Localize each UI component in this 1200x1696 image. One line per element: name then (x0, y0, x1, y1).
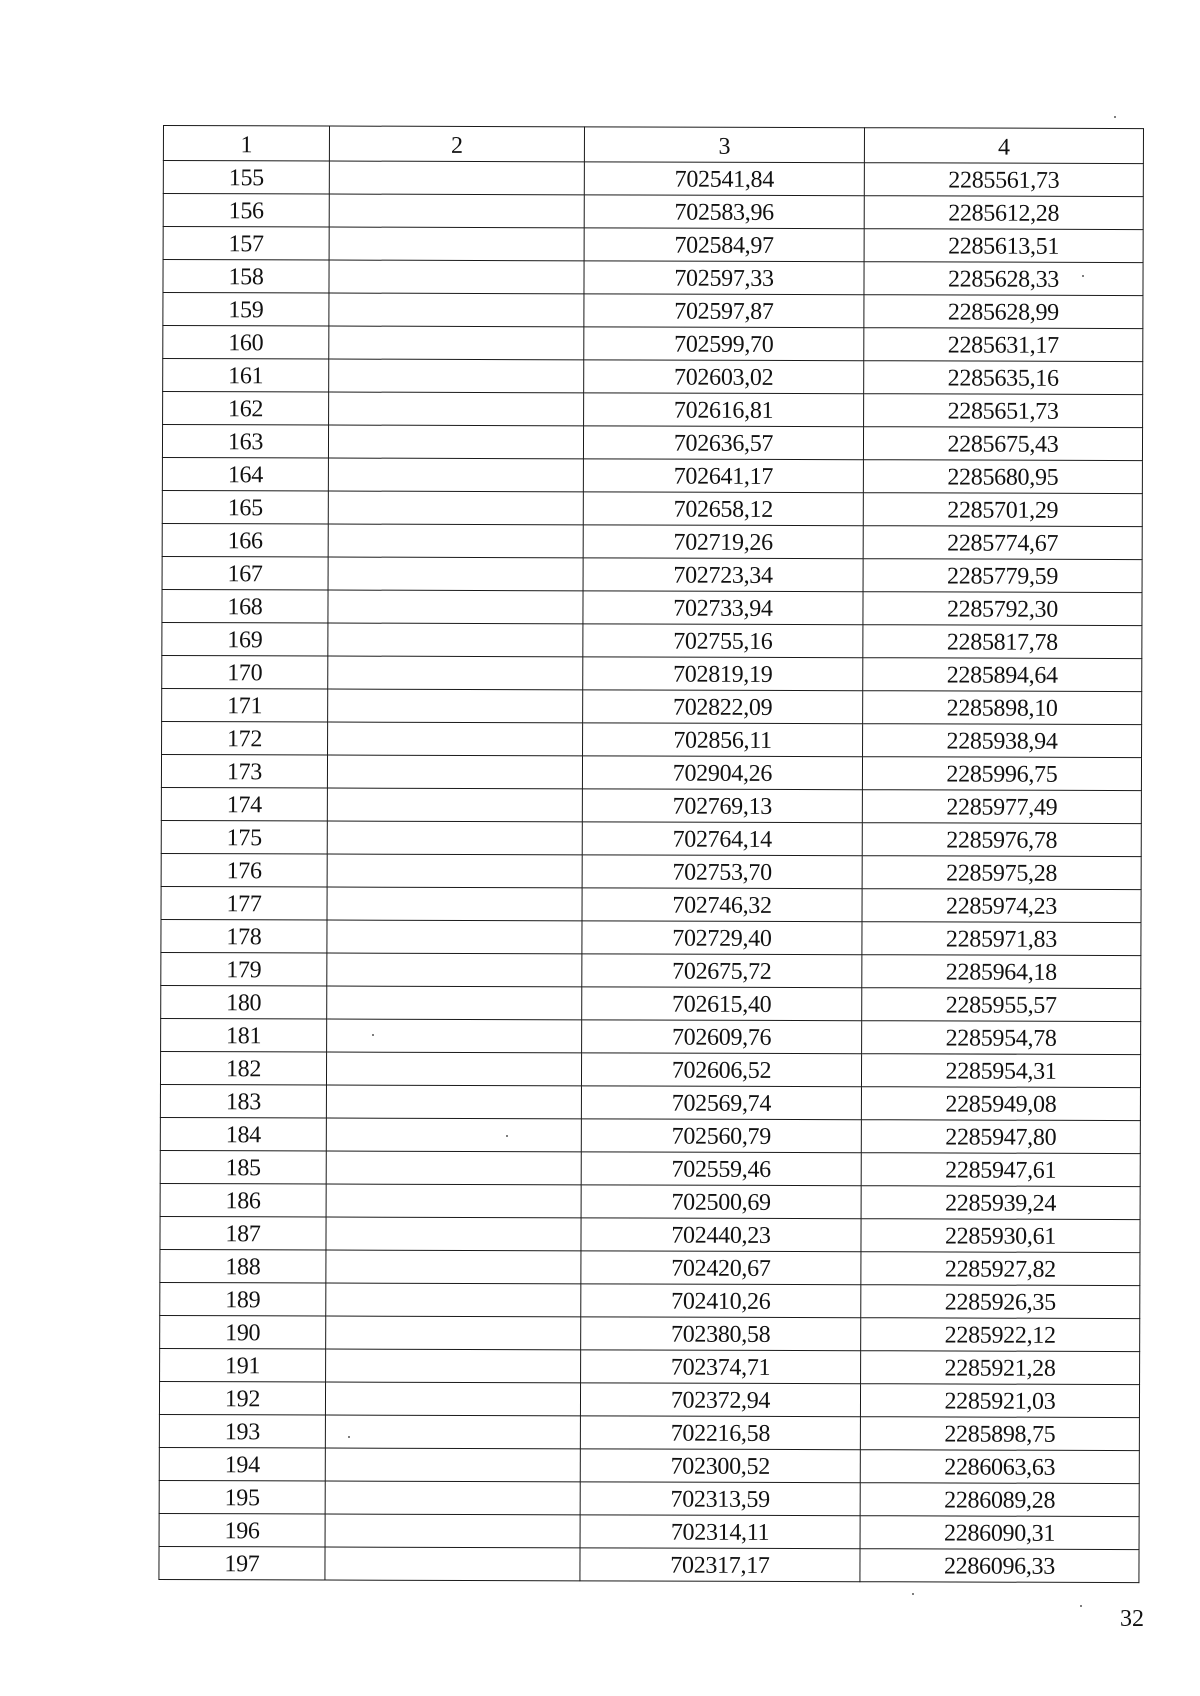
empty-cell (327, 755, 582, 789)
y-coordinate-cell: 2285561,73 (864, 163, 1143, 197)
header-row (163, 126, 1143, 164)
empty-cell (326, 1349, 581, 1383)
table-row (162, 523, 1142, 559)
empty-cell (327, 887, 582, 921)
point-number-cell: 181 (161, 1018, 327, 1052)
empty-cell (329, 293, 584, 327)
point-number-cell: 194 (159, 1447, 325, 1481)
x-coordinate-cell: 702420,67 (581, 1251, 861, 1285)
table-row (161, 787, 1141, 823)
table-row (162, 721, 1142, 757)
x-coordinate-cell: 702746,32 (582, 888, 862, 922)
table-row (159, 1513, 1139, 1549)
point-number-cell: 173 (161, 754, 327, 788)
empty-cell (326, 1118, 581, 1152)
scan-speck (1114, 116, 1116, 118)
point-number-cell: 190 (160, 1315, 326, 1349)
point-number-cell: 174 (161, 787, 327, 821)
point-number-cell: 172 (162, 721, 328, 755)
x-coordinate-cell: 702616,81 (584, 393, 864, 427)
x-coordinate-cell: 702374,71 (581, 1350, 861, 1384)
table-row (160, 1117, 1140, 1153)
empty-cell (327, 920, 582, 954)
table-row (159, 1381, 1139, 1417)
x-coordinate-cell: 702380,58 (581, 1317, 861, 1351)
empty-cell (328, 458, 583, 492)
point-number-cell: 186 (160, 1183, 326, 1217)
empty-cell (328, 425, 583, 459)
table-row (161, 1018, 1141, 1054)
empty-cell (326, 1283, 581, 1317)
y-coordinate-cell: 2285651,73 (864, 394, 1143, 428)
x-coordinate-cell: 702317,17 (580, 1548, 860, 1582)
y-coordinate-cell: 2285927,82 (861, 1252, 1140, 1286)
x-coordinate-cell: 702372,94 (580, 1383, 860, 1417)
y-coordinate-cell: 2285976,78 (862, 823, 1141, 857)
y-coordinate-cell: 2285964,18 (862, 955, 1141, 989)
y-coordinate-cell: 2286096,33 (860, 1549, 1139, 1583)
point-number-cell: 193 (159, 1414, 325, 1448)
table-row (160, 1282, 1140, 1318)
empty-cell (328, 623, 583, 657)
x-coordinate-cell: 702819,19 (583, 657, 863, 691)
table-row (161, 853, 1141, 889)
empty-cell (325, 1481, 580, 1515)
y-coordinate-cell: 2285977,49 (862, 790, 1141, 824)
y-coordinate-cell: 2285922,12 (861, 1318, 1140, 1352)
x-coordinate-cell: 702733,94 (583, 591, 863, 625)
y-coordinate-cell: 2285701,29 (863, 493, 1142, 527)
point-number-cell: 168 (162, 589, 328, 623)
empty-cell (325, 1514, 580, 1548)
scan-speck (1082, 275, 1084, 277)
point-number-cell: 169 (162, 622, 328, 656)
empty-cell (326, 1250, 581, 1284)
y-coordinate-cell: 2285635,16 (864, 361, 1143, 395)
scan-speck (348, 1436, 350, 1438)
empty-cell (326, 1085, 581, 1119)
point-number-cell: 162 (163, 392, 329, 426)
table-row (160, 1348, 1140, 1384)
y-coordinate-cell: 2285930,61 (861, 1219, 1140, 1253)
column-header-3: 3 (584, 127, 864, 163)
x-coordinate-cell: 702753,70 (582, 855, 862, 889)
point-number-cell: 177 (161, 886, 327, 920)
x-coordinate-cell: 702755,16 (583, 624, 863, 658)
table-body (159, 161, 1143, 1583)
table-row (162, 425, 1142, 461)
point-number-cell: 182 (160, 1051, 326, 1085)
empty-cell (329, 359, 584, 393)
x-coordinate-cell: 702410,26 (581, 1284, 861, 1318)
y-coordinate-cell: 2285954,31 (861, 1054, 1140, 1088)
table-row (162, 655, 1142, 691)
point-number-cell: 171 (162, 688, 328, 722)
x-coordinate-cell: 702719,26 (583, 525, 863, 559)
empty-cell (329, 260, 584, 294)
x-coordinate-cell: 702904,26 (582, 756, 862, 790)
y-coordinate-cell: 2285628,99 (864, 295, 1143, 329)
table-row (163, 194, 1143, 230)
point-number-cell: 161 (163, 359, 329, 393)
table-row (162, 622, 1142, 658)
empty-cell (329, 326, 584, 360)
point-number-cell: 185 (160, 1150, 326, 1184)
y-coordinate-cell: 2285779,59 (863, 559, 1142, 593)
point-number-cell: 184 (160, 1117, 326, 1151)
empty-cell (328, 557, 583, 591)
x-coordinate-cell: 702606,52 (581, 1053, 861, 1087)
x-coordinate-cell: 702675,72 (582, 954, 862, 988)
point-number-cell: 176 (161, 853, 327, 887)
x-coordinate-cell: 702856,11 (583, 723, 863, 757)
x-coordinate-cell: 702569,74 (581, 1086, 861, 1120)
point-number-cell: 158 (163, 260, 329, 294)
empty-cell (327, 953, 582, 987)
table-row (159, 1546, 1139, 1582)
empty-cell (328, 524, 583, 558)
x-coordinate-cell: 702641,17 (583, 459, 863, 493)
y-coordinate-cell: 2285898,10 (863, 691, 1142, 725)
table-row (162, 688, 1142, 724)
point-number-cell: 178 (161, 919, 327, 953)
empty-cell (327, 1019, 582, 1053)
point-number-cell: 179 (161, 952, 327, 986)
empty-cell (327, 986, 582, 1020)
point-number-cell: 180 (161, 985, 327, 1019)
x-coordinate-cell: 702723,34 (583, 558, 863, 592)
point-number-cell: 165 (162, 490, 328, 524)
table-row (163, 326, 1143, 362)
y-coordinate-cell: 2285938,94 (863, 724, 1142, 758)
empty-cell (328, 689, 583, 723)
y-coordinate-cell: 2285955,57 (862, 988, 1141, 1022)
empty-cell (326, 1151, 581, 1185)
scan-speck (1080, 1605, 1082, 1607)
table-row (162, 490, 1142, 526)
point-number-cell: 197 (159, 1546, 325, 1580)
point-number-cell: 160 (163, 326, 329, 360)
x-coordinate-cell: 702603,02 (584, 360, 864, 394)
point-number-cell: 157 (163, 227, 329, 261)
empty-cell (328, 491, 583, 525)
table-row (160, 1315, 1140, 1351)
page-number: 32 (1120, 1606, 1144, 1632)
empty-cell (325, 1448, 580, 1482)
table-row (161, 952, 1141, 988)
empty-cell (326, 1217, 581, 1251)
table-row (162, 589, 1142, 625)
point-number-cell: 183 (160, 1084, 326, 1118)
scan-speck (506, 1135, 508, 1137)
empty-cell (329, 227, 584, 261)
y-coordinate-cell: 2285971,83 (862, 922, 1141, 956)
scan-speck (372, 1034, 374, 1036)
table-row (160, 1051, 1140, 1087)
empty-cell (327, 854, 582, 888)
y-coordinate-cell: 2285939,24 (861, 1186, 1140, 1220)
y-coordinate-cell: 2285774,67 (863, 526, 1142, 560)
x-coordinate-cell: 702583,96 (584, 195, 864, 229)
column-header-4: 4 (864, 128, 1143, 164)
y-coordinate-cell: 2285817,78 (863, 625, 1142, 659)
empty-cell (328, 590, 583, 624)
y-coordinate-cell: 2285792,30 (863, 592, 1142, 626)
table-row (163, 392, 1143, 428)
table-row (160, 1249, 1140, 1285)
x-coordinate-cell: 702597,87 (584, 294, 864, 328)
column-header-2: 2 (329, 126, 584, 162)
x-coordinate-cell: 702597,33 (584, 261, 864, 295)
y-coordinate-cell: 2285947,80 (861, 1120, 1140, 1154)
empty-cell (327, 821, 582, 855)
empty-cell (325, 1415, 580, 1449)
table-row (163, 260, 1143, 296)
x-coordinate-cell: 702764,14 (582, 822, 862, 856)
y-coordinate-cell: 2285612,28 (864, 196, 1143, 230)
x-coordinate-cell: 702216,58 (580, 1416, 860, 1450)
empty-cell (326, 1184, 581, 1218)
empty-cell (329, 194, 584, 228)
y-coordinate-cell: 2286089,28 (860, 1483, 1139, 1517)
empty-cell (329, 392, 584, 426)
y-coordinate-cell: 2285921,28 (861, 1351, 1140, 1385)
table-header (163, 126, 1143, 164)
y-coordinate-cell: 2285996,75 (862, 757, 1141, 791)
empty-cell (329, 161, 584, 195)
y-coordinate-cell: 2285921,03 (860, 1384, 1139, 1418)
table-row (163, 293, 1143, 329)
y-coordinate-cell: 2285949,08 (861, 1087, 1140, 1121)
coordinates-table-wrapper (158, 125, 1143, 1583)
y-coordinate-cell: 2286063,63 (860, 1450, 1139, 1484)
y-coordinate-cell: 2285675,43 (863, 427, 1142, 461)
table-row (162, 556, 1142, 592)
point-number-cell: 155 (163, 161, 329, 195)
x-coordinate-cell: 702822,09 (583, 690, 863, 724)
empty-cell (325, 1547, 580, 1581)
table-row (161, 886, 1141, 922)
empty-cell (326, 1316, 581, 1350)
point-number-cell: 189 (160, 1282, 326, 1316)
table-row (163, 161, 1143, 197)
x-coordinate-cell: 702769,13 (582, 789, 862, 823)
x-coordinate-cell: 702559,46 (581, 1152, 861, 1186)
point-number-cell: 196 (159, 1513, 325, 1547)
point-number-cell: 164 (162, 457, 328, 491)
column-header-1: 1 (163, 126, 329, 162)
y-coordinate-cell: 2285894,64 (863, 658, 1142, 692)
point-number-cell: 175 (161, 820, 327, 854)
y-coordinate-cell: 2285898,75 (860, 1417, 1139, 1451)
point-number-cell: 188 (160, 1249, 326, 1283)
point-number-cell: 163 (162, 425, 328, 459)
point-number-cell: 187 (160, 1216, 326, 1250)
table-row (159, 1480, 1139, 1516)
x-coordinate-cell: 702658,12 (583, 492, 863, 526)
x-coordinate-cell: 702500,69 (581, 1185, 861, 1219)
x-coordinate-cell: 702313,59 (580, 1482, 860, 1516)
point-number-cell: 167 (162, 556, 328, 590)
y-coordinate-cell: 2285631,17 (864, 328, 1143, 362)
y-coordinate-cell: 2285613,51 (864, 229, 1143, 263)
y-coordinate-cell: 2286090,31 (860, 1516, 1139, 1550)
y-coordinate-cell: 2285954,78 (862, 1021, 1141, 1055)
empty-cell (325, 1382, 580, 1416)
table-row (160, 1216, 1140, 1252)
point-number-cell: 170 (162, 655, 328, 689)
y-coordinate-cell: 2285926,35 (861, 1285, 1140, 1319)
table-row (159, 1447, 1139, 1483)
point-number-cell: 195 (159, 1480, 325, 1514)
point-number-cell: 156 (163, 194, 329, 228)
empty-cell (328, 722, 583, 756)
y-coordinate-cell: 2285975,28 (862, 856, 1141, 890)
y-coordinate-cell: 2285680,95 (863, 460, 1142, 494)
empty-cell (328, 656, 583, 690)
x-coordinate-cell: 702615,40 (582, 987, 862, 1021)
y-coordinate-cell: 2285974,23 (862, 889, 1141, 923)
coordinates-table (158, 125, 1144, 1583)
x-coordinate-cell: 702609,76 (582, 1020, 862, 1054)
table-row (161, 985, 1141, 1021)
table-row (160, 1150, 1140, 1186)
x-coordinate-cell: 702599,70 (584, 327, 864, 361)
table-row (161, 820, 1141, 856)
x-coordinate-cell: 702584,97 (584, 228, 864, 262)
empty-cell (326, 1052, 581, 1086)
table-row (163, 227, 1143, 263)
point-number-cell: 192 (159, 1381, 325, 1415)
x-coordinate-cell: 702560,79 (581, 1119, 861, 1153)
scan-speck (912, 1593, 914, 1595)
x-coordinate-cell: 702729,40 (582, 921, 862, 955)
point-number-cell: 166 (162, 523, 328, 557)
x-coordinate-cell: 702541,84 (584, 162, 864, 196)
y-coordinate-cell: 2285628,33 (864, 262, 1143, 296)
table-row (163, 359, 1143, 395)
table-row (160, 1084, 1140, 1120)
empty-cell (327, 788, 582, 822)
x-coordinate-cell: 702314,11 (580, 1515, 860, 1549)
x-coordinate-cell: 702440,23 (581, 1218, 861, 1252)
x-coordinate-cell: 702300,52 (580, 1449, 860, 1483)
table-row (160, 1183, 1140, 1219)
point-number-cell: 159 (163, 293, 329, 327)
table-row (161, 919, 1141, 955)
x-coordinate-cell: 702636,57 (583, 426, 863, 460)
table-row (161, 754, 1141, 790)
y-coordinate-cell: 2285947,61 (861, 1153, 1140, 1187)
table-row (162, 457, 1142, 493)
table-row (159, 1414, 1139, 1450)
point-number-cell: 191 (160, 1348, 326, 1382)
